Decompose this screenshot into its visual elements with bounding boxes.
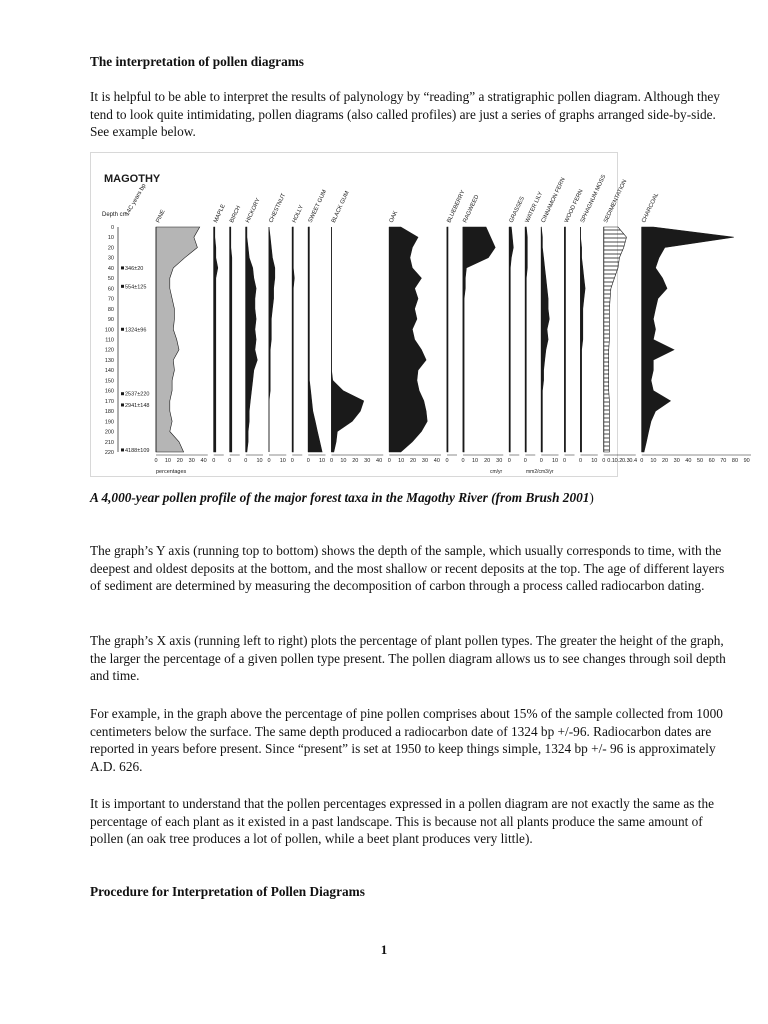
depth-tick-label: 0 (110, 225, 114, 231)
series-tick-label: 0 (267, 458, 271, 464)
radiocarbon-marker (121, 392, 124, 395)
intro-paragraph: It is helpful to be able to interpret the results of palynology by “reading” a stratigraphic pollen diagram. Although they tend to look quite intimidating, pollen diagrams (also called profiles) are just a series of graphs arranged side-by-side. See example below. (90, 89, 720, 139)
series-tick-label: 0 (228, 458, 232, 464)
series-tick-label: 0 (154, 458, 158, 464)
series-tick-label: 0.4 (629, 458, 638, 464)
series-tick-label: 0 (306, 458, 310, 464)
series-name: RAGWEED (462, 194, 481, 224)
depth-tick-label: 100 (104, 327, 114, 334)
series-area-ragweed (463, 227, 495, 452)
series-tick-label: 30 (496, 458, 503, 464)
series-tick-label: 10 (279, 458, 286, 464)
series-tick-label: 0 (461, 458, 465, 464)
document-title: The interpretation of pollen diagrams (90, 54, 304, 69)
depth-tick-label: 10 (107, 235, 114, 242)
series-area-sweet-gum (308, 227, 322, 452)
series-tick-label: 0 (387, 458, 391, 464)
series-area-oak (389, 227, 427, 452)
figure-caption-text: A 4,000-year pollen profile of the major forest taxa in the Magothy River (from Brush 2001 (90, 490, 590, 505)
radiocarbon-date-label: 2941±148 (125, 402, 150, 409)
depth-tick-label: 210 (104, 439, 114, 446)
series-tick-label: 70 (720, 458, 727, 464)
procedure-heading: Procedure for Interpretation of Pollen Diagrams (90, 884, 365, 899)
series-tick-label: 0.2 (614, 458, 623, 464)
important-paragraph: It is important to understand that the pollen percentages expressed in a pollen diagram are not exactly the same as the percentage of each plant as it existed in a past landscape. This is because not all plants produce the same amount of pollen (an oak tree produces a lot of pollen, while a beet plant produces very little). (90, 796, 715, 846)
radiocarbon-marker (121, 403, 124, 406)
series-area-black-gum (332, 227, 364, 452)
series-tick-label: 10 (472, 458, 479, 464)
depth-tick-label: 150 (104, 378, 114, 385)
depth-tick-label: 160 (104, 388, 114, 395)
series-name: BIRCH (229, 204, 243, 224)
series-name: BLACK GUM (330, 190, 351, 224)
radiocarbon-date-label: 2537±220 (125, 391, 150, 398)
series-tick-label: 30 (188, 458, 195, 464)
series-name: SWEET GUM (307, 188, 329, 224)
series-tick-label: 10 (256, 458, 263, 464)
series-area-pine (156, 227, 200, 452)
series-tick-label: 40 (685, 458, 692, 464)
series-tick-label: 0 (640, 458, 644, 464)
depth-tick-label: 60 (107, 286, 114, 293)
series-name: HOLLY (291, 204, 305, 224)
series-tick-label: 0 (445, 458, 449, 464)
depth-tick-label: 120 (104, 347, 114, 354)
pollen-diagram-figure (90, 152, 750, 477)
series-tick-label: 30 (421, 458, 429, 464)
series-name: WOOD FERN (563, 188, 585, 224)
depth-tick-label: 90 (107, 317, 114, 324)
page-number: 1 (380, 942, 388, 957)
series-tick-label: 40 (200, 458, 207, 464)
figure-caption-end: ) (589, 490, 594, 505)
radiocarbon-date-label: 1324±96 (125, 327, 147, 334)
depth-tick-label: 220 (104, 450, 114, 456)
series-tick-label: 60 (708, 458, 715, 464)
series-area-maple (214, 227, 218, 452)
series-name: CHESTNUT (268, 192, 288, 224)
depth-tick-label: 50 (107, 276, 114, 283)
series-tick-label: 10 (591, 458, 598, 464)
y-axis-paragraph: The graph’s Y axis (running top to bottom) shows the depth of the sample, which usually corresponds to time, with the deepest and oldest deposits at the bottom, and the most shallow or recent deposits at the top. The age of different layers of sediment are determined by measuring the decomposition of carbon through a process called radiocarbon dating. (90, 543, 725, 593)
series-name: OAK (388, 210, 400, 224)
series-tick-label: 0 (329, 458, 334, 464)
series-tick-label: 30 (673, 458, 680, 464)
x-axis-paragraph: The graph’s X axis (running left to right) plots the percentage of plant pollen types. The greater the height of the graph, the larger the percentage of a given pollen type present. The pollen diagram allows us to see changes through soil depth and time. (90, 633, 726, 683)
series-tick-label: 40 (433, 458, 440, 464)
series-tick-label: 0 (578, 458, 583, 464)
depth-tick-label: 170 (104, 398, 114, 405)
sedimentation-unit: cm/yr (490, 469, 503, 475)
x-axis-label: percentages (156, 469, 187, 475)
radiocarbon-marker (121, 266, 124, 269)
series-tick-label: 0.1 (607, 458, 615, 464)
series-tick-label: 10 (650, 458, 657, 464)
depth-tick-label: 70 (107, 296, 114, 303)
series-name: CHARCOAL (641, 192, 661, 224)
series-tick-label: 10 (398, 458, 405, 464)
series-tick-label: 80 (731, 458, 739, 464)
series-tick-label: 10 (164, 458, 171, 464)
series-tick-label: 90 (743, 458, 750, 464)
depth-tick-label: 180 (104, 409, 114, 416)
series-area-cinnamon-fern (541, 227, 549, 452)
series-name: BLUEBERRY (446, 189, 467, 224)
age-label: 14C years bp (124, 183, 148, 217)
radiocarbon-marker (121, 448, 124, 451)
radiocarbon-date-label: 346±20 (125, 265, 144, 272)
series-area-sedimentation (604, 227, 627, 452)
series-tick-label: 50 (696, 458, 704, 464)
series-tick-label: 20 (409, 458, 417, 464)
depth-tick-label: 30 (107, 255, 114, 262)
series-name: HICKORY (245, 197, 262, 224)
series-tick-label: 20 (352, 458, 359, 464)
series-tick-label: 20 (176, 458, 183, 464)
series-name: GRASSES (508, 195, 526, 224)
series-tick-label: 0 (507, 458, 511, 464)
series-name: PINE (155, 209, 167, 224)
radiocarbon-date-label: 554±125 (125, 284, 147, 291)
series-tick-label: 20 (484, 458, 491, 464)
depth-tick-label: 190 (104, 419, 114, 426)
series-tick-label: 40 (376, 458, 383, 464)
series-area-charcoal (642, 227, 734, 452)
series-tick-label: 0 (523, 458, 527, 464)
depth-tick-label: 40 (107, 265, 114, 272)
depth-tick-label: 200 (104, 429, 114, 436)
site-title: MAGOTHY (104, 173, 161, 185)
depth-tick-label: 140 (104, 368, 114, 375)
series-name: CINNAMON FERN (540, 176, 567, 224)
depth-label: Depth cm (102, 212, 128, 218)
series-tick-label: 20 (661, 458, 669, 464)
pollen-diagram (90, 152, 750, 477)
series-tick-label: 0 (602, 458, 606, 464)
series-name: MAPLE (213, 203, 227, 224)
series-tick-label: 10 (318, 458, 326, 464)
charcoal-unit: mm2/cm3/yr (526, 469, 554, 475)
figure-caption (90, 490, 730, 506)
series-tick-label: 0 (244, 458, 248, 464)
depth-tick-label: 20 (107, 245, 114, 252)
series-area-chestnut (269, 227, 275, 452)
radiocarbon-date-label: 4188±109 (125, 447, 150, 454)
series-area-grasses (509, 227, 513, 452)
depth-tick-label: 110 (105, 337, 114, 344)
series-tick-label: 10 (551, 458, 559, 464)
series-tick-label: 0 (212, 458, 216, 464)
series-tick-label: 10 (340, 458, 347, 464)
radiocarbon-marker (121, 285, 124, 288)
series-area-hickory (246, 227, 258, 452)
series-tick-label: 0 (539, 458, 543, 464)
series-tick-label: 30 (364, 458, 371, 464)
series-tick-label: 0.3 (622, 458, 630, 464)
series-tick-label: 0 (290, 458, 294, 464)
radiocarbon-marker (121, 328, 124, 331)
series-name: SPHAGNUM MOSS (579, 174, 608, 224)
series-tick-label: 0 (562, 458, 567, 464)
series-name: SEDIMENTATION (603, 178, 629, 224)
series-area-sphagnum-moss (581, 227, 586, 452)
depth-tick-label: 130 (104, 357, 114, 364)
example-paragraph: For example, in the graph above the percentage of pine pollen comprises about 15% of the sample collected from 1000 centimeters below the surface. The same depth produced a radiocarbon date of 1324 bp +/-96. Radiocarbon dates are reported in years before present. Since “present” is set at 1950 to keep things simple, 1324 bp +/- 96 is approximately A.D. 626. (90, 706, 723, 774)
depth-tick-label: 80 (107, 306, 114, 313)
series-name: WATER LILY (524, 191, 545, 224)
